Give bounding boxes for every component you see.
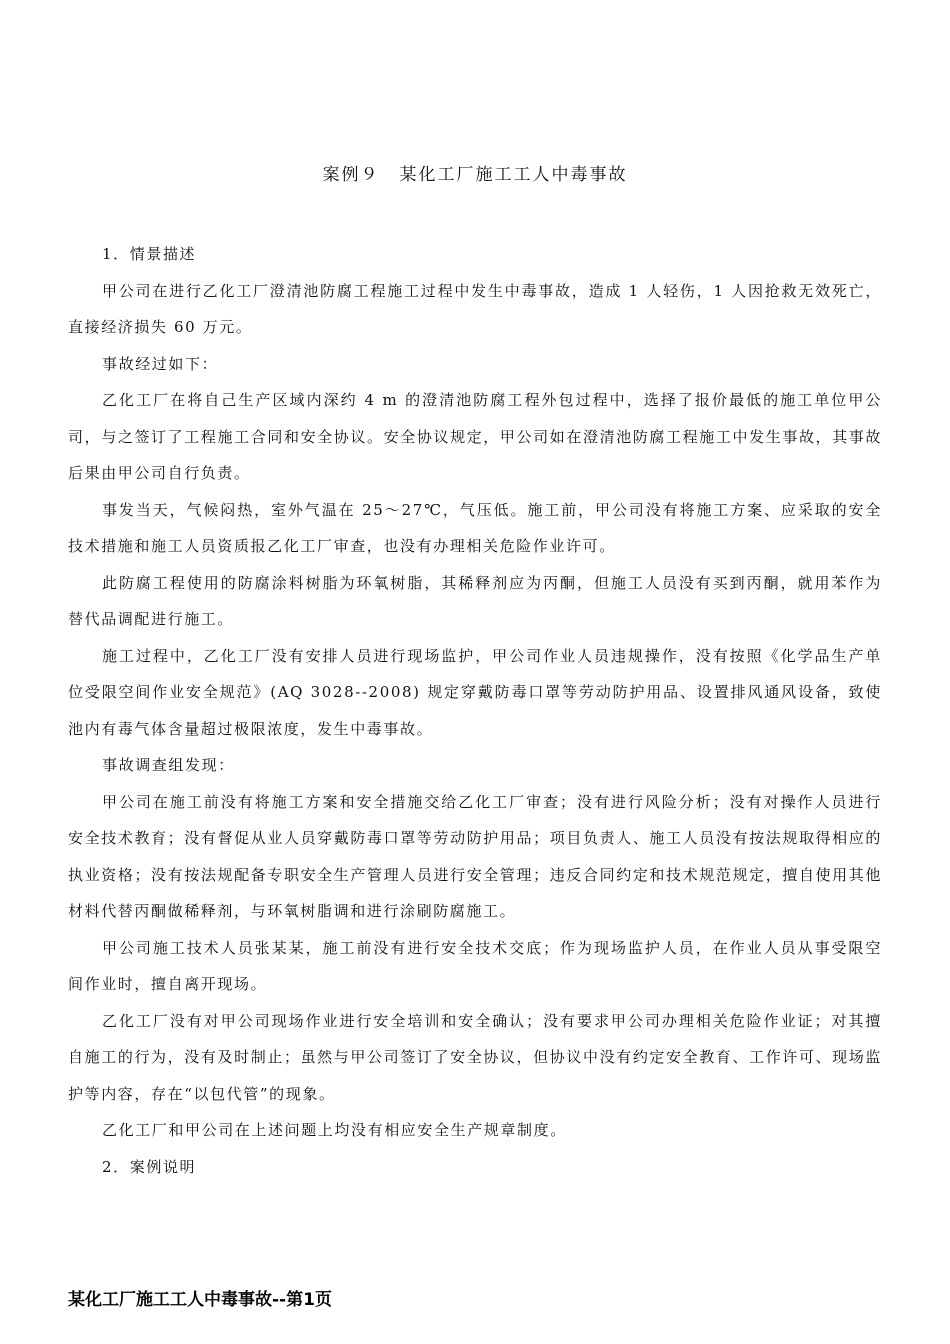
case-title: 某化工厂施工工人中毒事故 — [399, 165, 628, 185]
body-paragraph: 此防腐工程使用的防腐涂料树脂为环氧树脂，其稀释剂应为丙酮，但施工人员没有买到丙酮，就用苯作为替代品调配进行施工。 — [68, 573, 882, 628]
section-heading-2: 2．案例说明 — [102, 1157, 197, 1176]
section-heading-1: 1．情景描述 — [102, 245, 197, 263]
body-paragraph: 甲公司在施工前没有将施工方案和安全措施交给乙化工厂审查；没有进行风险分析；没有对操作人员进行安全技术教育；没有督促从业人员穿戴防毒口罩等劳动防护用品；项目负责人、施工人员没有按法规取得相应的执业资格；没有按法规配备专职安全生产管理人员进行安全管理；违反合同约定和技术规范规定，擅自使用其他材料代替丙酮做稀释剂，与环氧树脂调和进行涂刷防腐施工。 — [68, 792, 882, 920]
body-paragraph: 事故调查组发现： — [102, 756, 235, 774]
body-paragraph: 事故经过如下： — [102, 354, 219, 373]
page-footer: 某化工厂施工工人中毒事故--第1页 — [68, 1290, 332, 1310]
case-number: 案例９ — [322, 165, 380, 185]
body-paragraph: 乙化工厂和甲公司在上述问题上均没有相应安全生产规章制度。 — [102, 1121, 567, 1139]
body-paragraph: 乙化工厂没有对甲公司现场作业进行安全培训和安全确认；没有要求甲公司办理相关危险作业证；对其擅自施工的行为，没有及时制止；虽然与甲公司签订了安全协议，但协议中没有约定安全教育、工作许可、现场监护等内容，存在“以包代管”的现象。 — [68, 1011, 882, 1103]
body-paragraph: 事发当天，气候闷热，室外气温在 25～27℃，气压低。施工前，甲公司没有将施工方案、应采取的安全技术措施和施工人员资质报乙化工厂审查，也没有办理相关危险作业许可。 — [68, 500, 882, 555]
document-body — [68, 236, 882, 1185]
body-paragraph: 乙化工厂在将自己生产区域内深约 4 m 的澄清池防腐工程外包过程中，选择了报价最低的施工单位甲公司，与之签订了工程施工合同和安全协议。安全协议规定，甲公司如在澄清池防腐工程施工中发生事故，其事故后果由甲公司自行负责。 — [68, 391, 882, 482]
body-paragraph: 甲公司施工技术人员张某某，施工前没有进行安全技术交底；作为现场监护人员，在作业人员从事受限空间作业时，擅自离开现场。 — [68, 938, 882, 993]
document-title — [0, 160, 950, 185]
body-paragraph: 甲公司在进行乙化工厂澄清池防腐工程施工过程中发生中毒事故，造成 1 人轻伤，1 人因抢救无效死亡，直接经济损失 60 万元。 — [68, 281, 882, 336]
body-paragraph: 施工过程中，乙化工厂没有安排人员进行现场监护，甲公司作业人员违规操作，没有按照《化学品生产单位受限空间作业安全规范》(AQ 3028--2008) 规定穿戴防毒口罩等劳动防护用品、设置排风通风设备，致使池内有毒气体含量超过极限浓度，发生中毒事故。 — [68, 646, 882, 738]
